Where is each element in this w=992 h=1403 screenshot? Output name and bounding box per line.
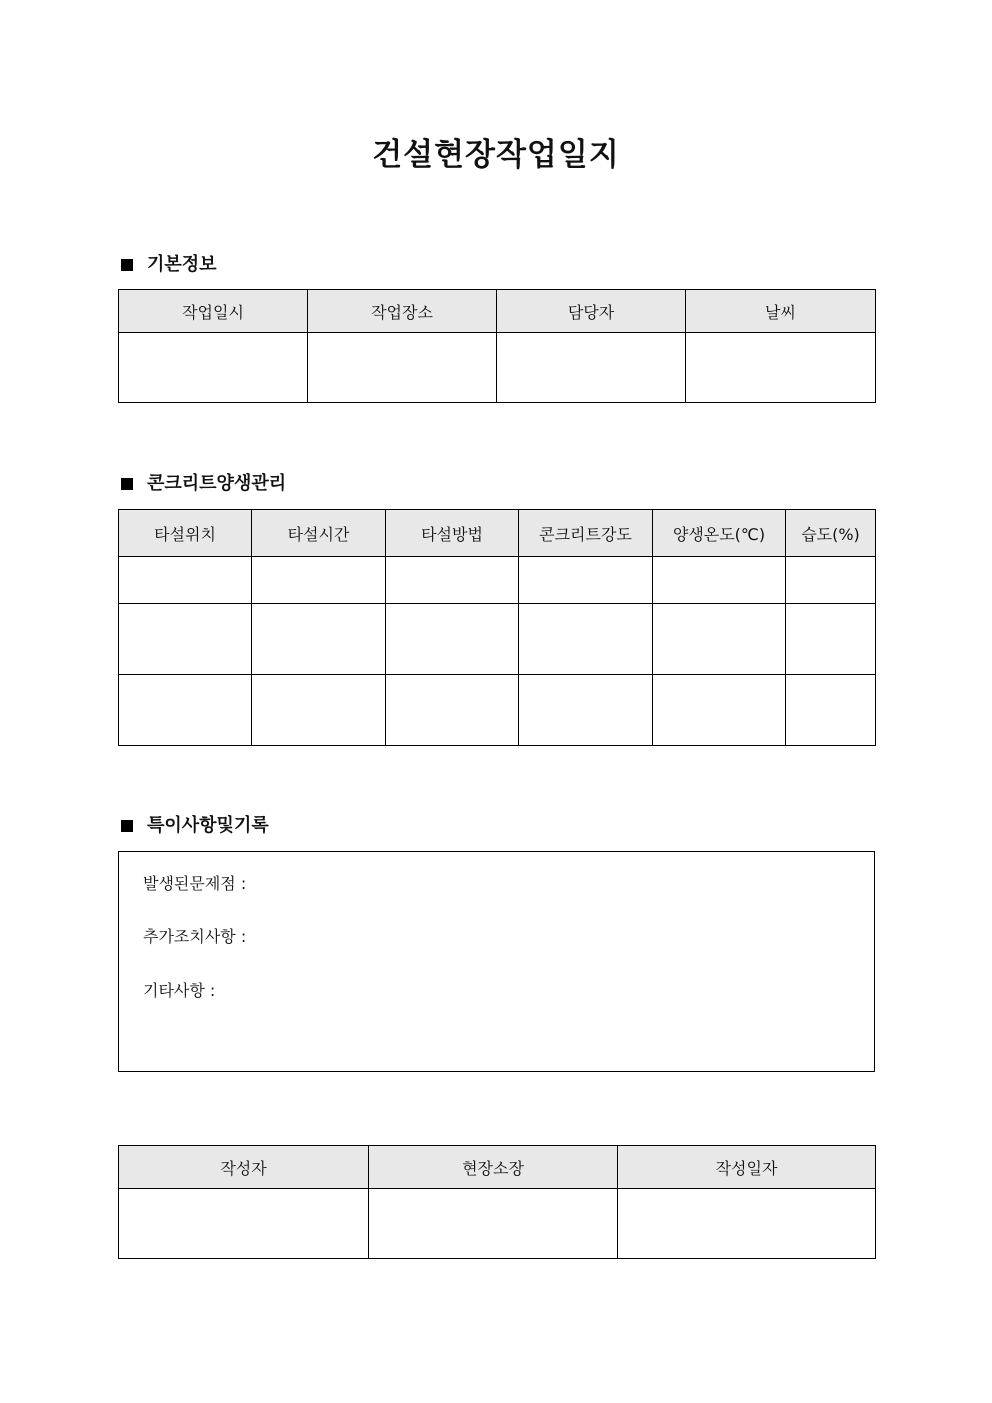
table-cell[interactable]	[653, 557, 786, 604]
square-bullet-icon	[121, 478, 133, 490]
table-row	[119, 675, 876, 746]
table-cell[interactable]	[386, 557, 519, 604]
note-additional-actions-label: 추가조치사항 :	[143, 927, 247, 946]
square-bullet-icon	[121, 259, 133, 271]
table-cell[interactable]	[786, 675, 876, 746]
header-site-manager: 현장소장	[369, 1146, 618, 1189]
notes-box[interactable]	[118, 851, 875, 1072]
table-row	[119, 1189, 876, 1259]
table-cell[interactable]	[252, 557, 386, 604]
signoff-table	[118, 1145, 876, 1259]
header-date-written: 작성일자	[618, 1146, 876, 1189]
header-person-in-charge: 담당자	[497, 290, 686, 333]
concrete-curing-table	[118, 509, 876, 746]
table-row	[119, 557, 876, 604]
document-title: 건설현장작업일지	[372, 137, 620, 173]
date-written-cell[interactable]	[618, 1189, 876, 1259]
table-header-row	[119, 290, 876, 333]
table-cell[interactable]	[386, 675, 519, 746]
table-cell[interactable]	[519, 675, 653, 746]
table-cell[interactable]	[252, 604, 386, 675]
table-cell[interactable]	[386, 604, 519, 675]
note-problems-label: 발생된문제점 :	[143, 874, 247, 893]
section-heading-concrete-curing	[119, 472, 286, 496]
section-heading-label: 특이사항및기록	[147, 815, 269, 836]
basic-info-table	[118, 289, 876, 403]
header-pour-method: 타설방법	[386, 510, 519, 557]
table-cell[interactable]	[119, 675, 252, 746]
work-datetime-cell[interactable]	[119, 333, 308, 403]
table-cell[interactable]	[519, 604, 653, 675]
header-work-datetime: 작업일시	[119, 290, 308, 333]
table-cell[interactable]	[653, 604, 786, 675]
header-curing-temperature: 양생온도(℃)	[653, 510, 786, 557]
table-cell[interactable]	[119, 604, 252, 675]
table-cell[interactable]	[653, 675, 786, 746]
header-humidity: 습도(%)	[786, 510, 876, 557]
header-concrete-strength: 콘크리트강도	[519, 510, 653, 557]
table-cell[interactable]	[786, 557, 876, 604]
section-heading-notes	[119, 814, 269, 838]
table-cell[interactable]	[786, 604, 876, 675]
table-row	[119, 333, 876, 403]
table-header-row	[119, 1146, 876, 1189]
table-cell[interactable]	[252, 675, 386, 746]
square-bullet-icon	[121, 820, 133, 832]
header-pour-time: 타설시간	[252, 510, 386, 557]
note-other-label: 기타사항 :	[143, 981, 216, 1000]
section-heading-basic-info	[119, 253, 217, 277]
person-in-charge-cell[interactable]	[497, 333, 686, 403]
header-pour-location: 타설위치	[119, 510, 252, 557]
work-location-cell[interactable]	[308, 333, 497, 403]
header-author: 작성자	[119, 1146, 369, 1189]
site-manager-cell[interactable]	[369, 1189, 618, 1259]
table-row	[119, 604, 876, 675]
author-cell[interactable]	[119, 1189, 369, 1259]
weather-cell[interactable]	[686, 333, 876, 403]
header-work-location: 작업장소	[308, 290, 497, 333]
header-weather: 날씨	[686, 290, 876, 333]
section-heading-label: 기본정보	[147, 254, 217, 275]
table-cell[interactable]	[119, 557, 252, 604]
table-header-row	[119, 510, 876, 557]
table-cell[interactable]	[519, 557, 653, 604]
section-heading-label: 콘크리트양생관리	[147, 473, 287, 494]
